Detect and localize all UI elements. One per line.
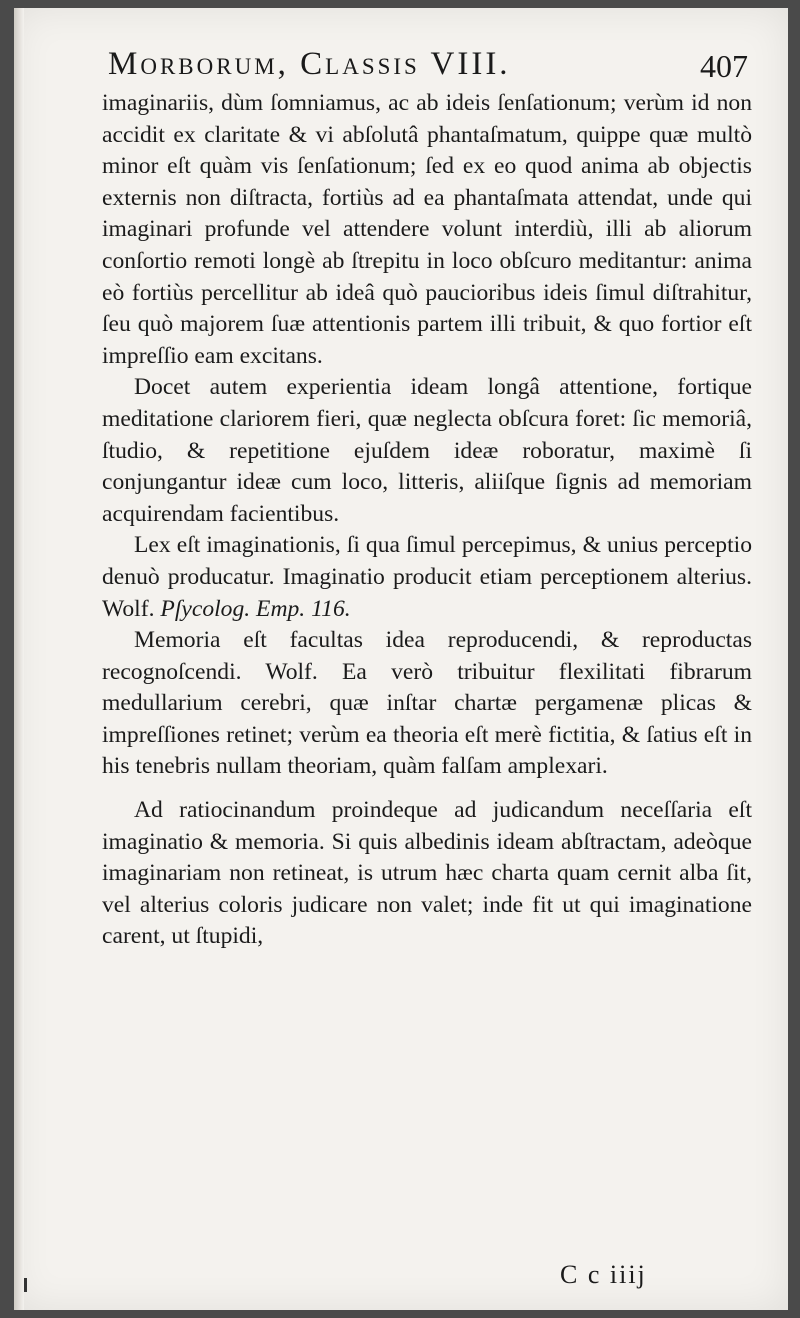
paragraph-3-text: Lex eſt imaginationis, ſi qua ſimul percepimus, & unius perceptio denuò producatur. Imaginatio producit etiam perceptionem alterius. Wolf. xyxy=(102,532,752,622)
paragraph-1: imaginariis, dùm ſomniamus, ac ab ideis ſenſationum; verùm id non accidit ex claritate & vi abſolutâ phantaſmatum, quippe quæ multò minor eſt quàm vis ſenſationum; ſed ex eo quod anima ab objectis externis non diſtracta, fortiùs ad ea phantaſmata attendat, unde qui imaginari profunde vel attendere volunt interdiù, illi ab aliorum conſortio remoti longè ab ſtrepitu in loco obſcuro meditantur: anima eò fortiùs percellitur ab ideâ quò paucioribus ideis ſimul diſtrahitur, ſeu quò majorem ſuæ attentionis partem illi tribuit, & quo fortior eſt impreſſio eam excitans. xyxy=(102,90,752,369)
paragraph-5: Ad ratiocinandum proindeque ad judicandum neceſſaria eſt imaginatio & memoria. Si quis albedinis ideam abſtractam, adeòque imaginariam non retineat, is utrum hæc charta quam cernit alba ſit, vel alterius coloris judicare non valet; inde fit ut qui imaginatione carent, ut ſtupidi, xyxy=(102,797,752,950)
body-text xyxy=(102,88,752,953)
paragraph-4: Memoria eſt facultas idea reproducendi, & reproductas recognoſcendi. Wolf. Ea verò tribuitur flexilitati fibrarum medullarium cerebri, quæ inſtar chartæ pergamenæ plicas & impreſſiones retinet; verùm ea theoria eſt merè fictitia, & ſatius eſt in his tenebris nullam theoriam, quàm falſam amplexari. xyxy=(102,627,752,780)
page-gutter xyxy=(14,8,24,1310)
paragraph-3 xyxy=(102,530,752,625)
citation: Pſycolog. Emp. 116. xyxy=(160,595,351,622)
paragraph-2: Docet autem experientia ideam longâ attentione, fortique meditatione clariorem fieri, quæ neglecta obſcura foret: ſic memoriâ, ſtudio, & repetitione ejuſdem ideæ roboratur, maximè ſi conjungantur ideæ cum loco, litteris, aliiſque ſignis ad memoriam acquirendam facientibus. xyxy=(102,374,752,527)
page-number: 407 xyxy=(700,48,748,84)
ink-speck xyxy=(24,1278,27,1292)
book-page xyxy=(14,8,788,1310)
running-title: Morborum, Classis VIII. xyxy=(108,46,511,82)
signature-mark: C c iiij xyxy=(560,1260,647,1289)
